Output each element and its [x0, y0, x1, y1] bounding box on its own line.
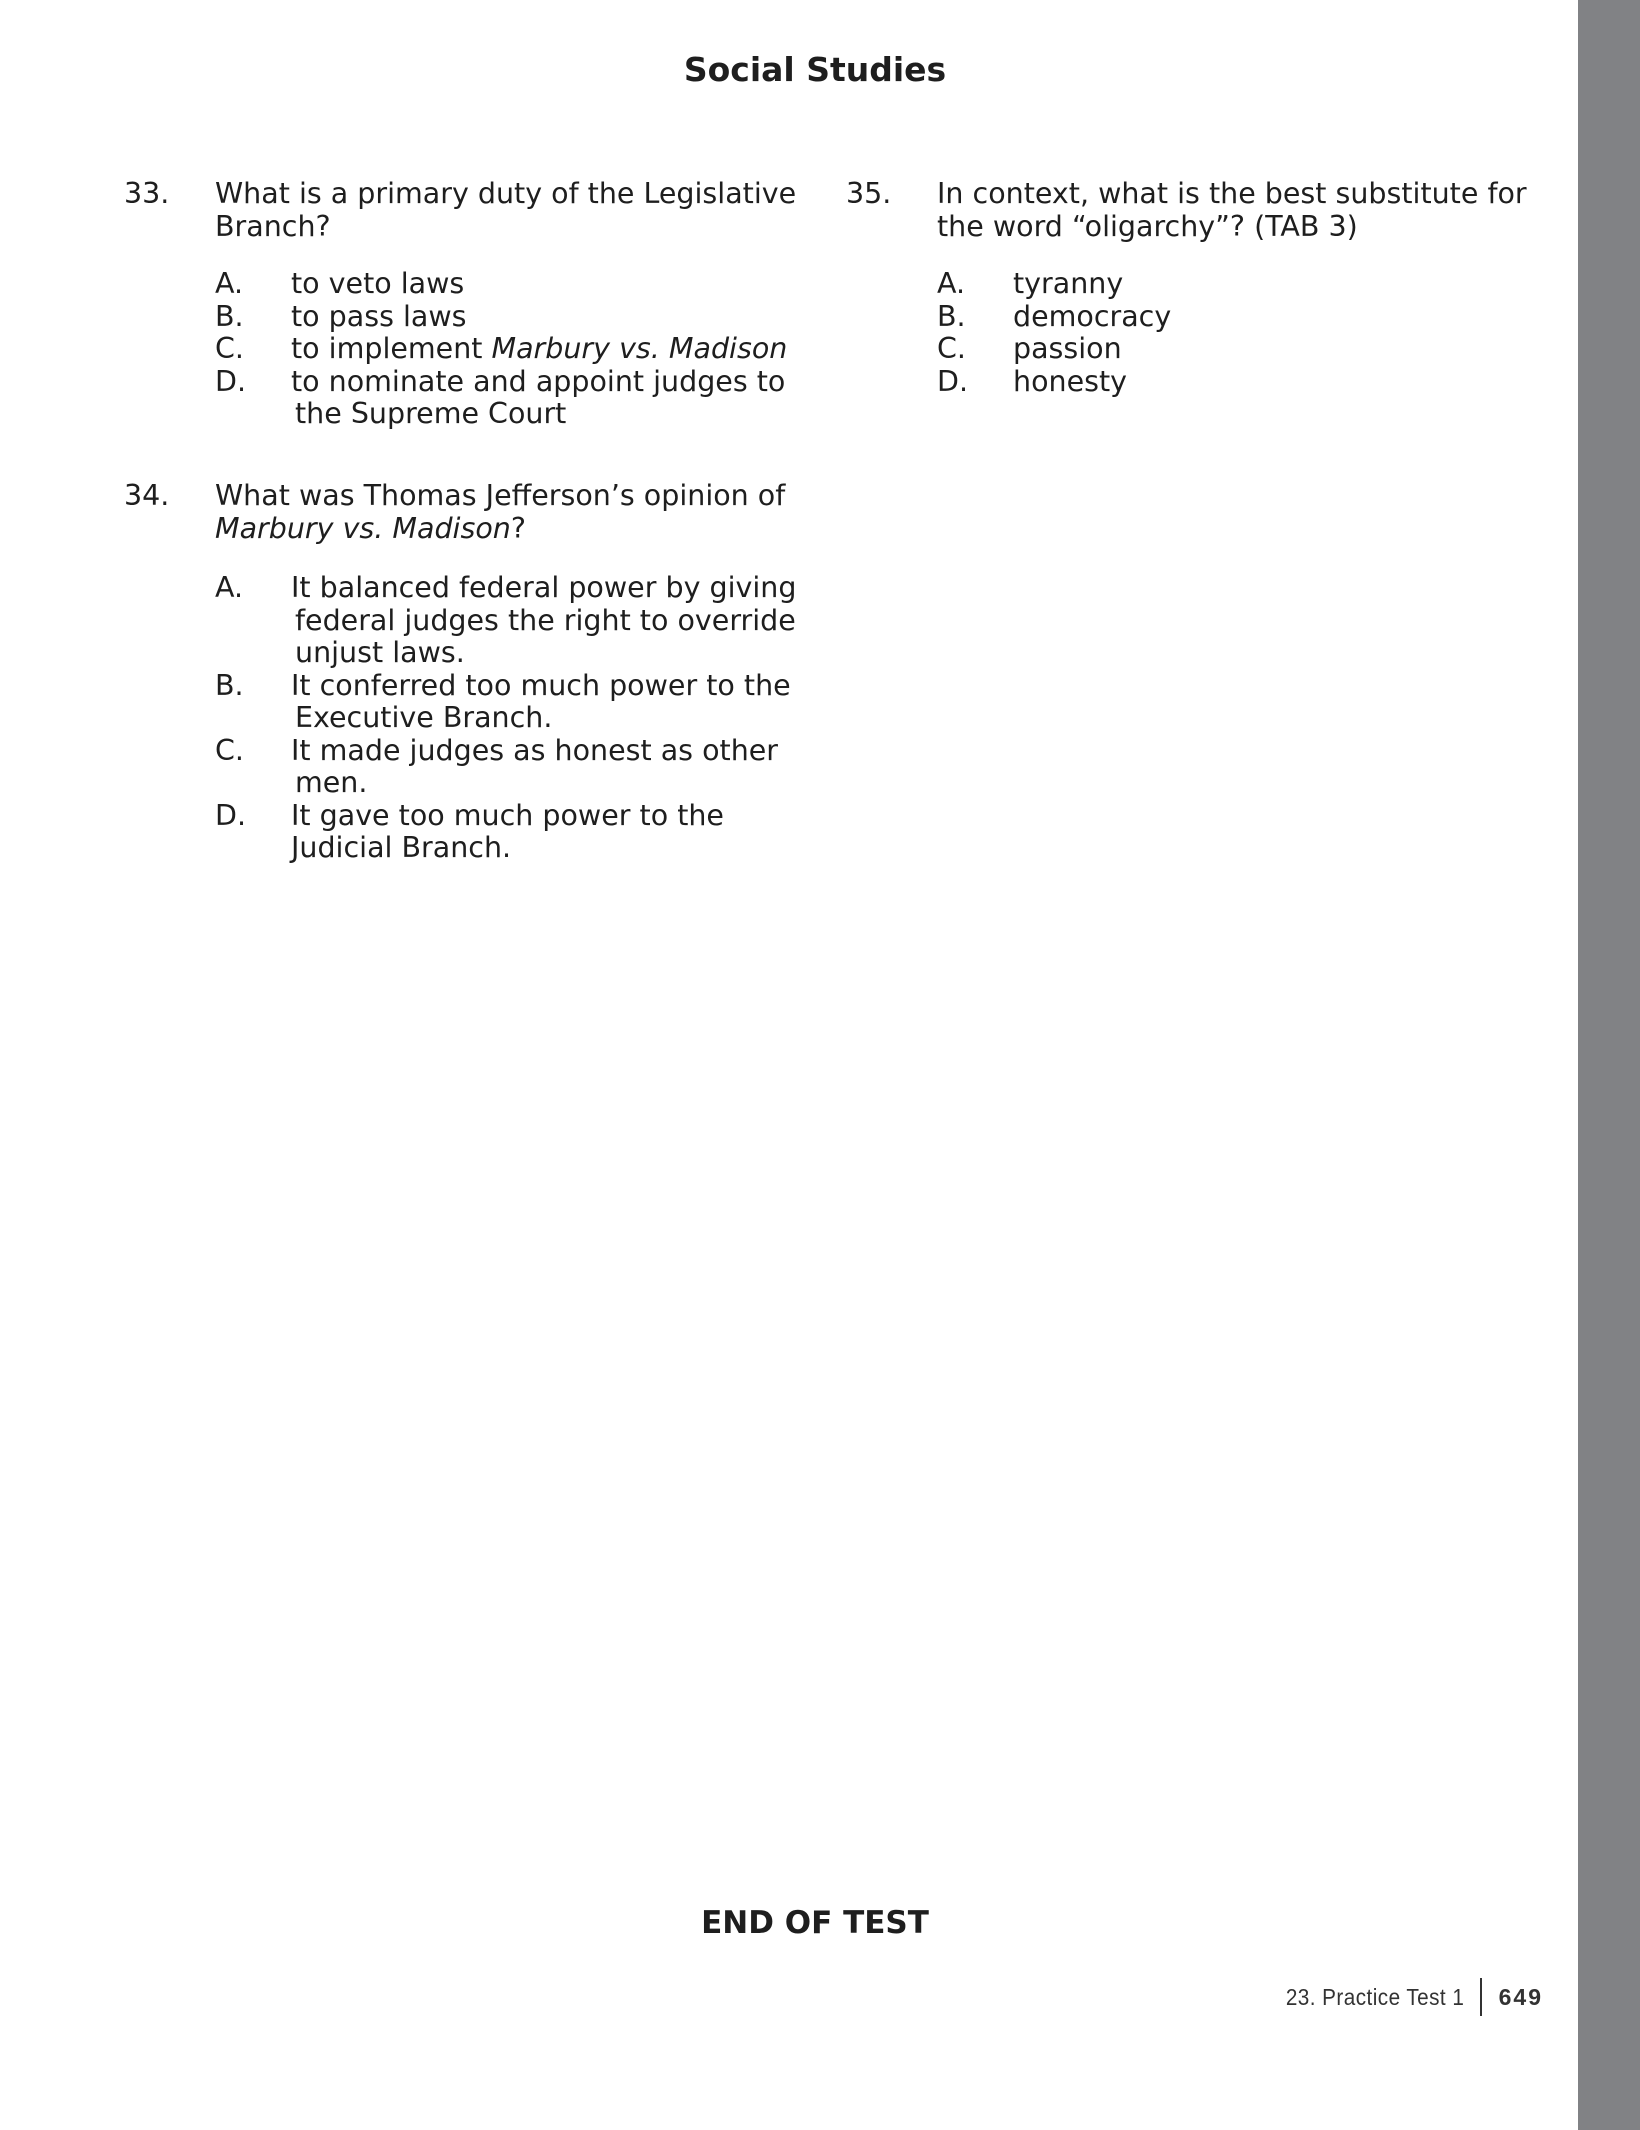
option-a [215, 268, 787, 301]
answer-options [215, 572, 796, 865]
option-text-line: men. [295, 766, 368, 799]
option-letter: C. [215, 332, 244, 365]
option-text: to veto laws [291, 267, 465, 300]
option-text [291, 800, 796, 865]
option-text [291, 366, 787, 431]
option-b [937, 301, 1171, 334]
footer-divider [1480, 1978, 1482, 2016]
option-text-line: Judicial Branch. [291, 831, 512, 864]
page-edge-tab [1578, 0, 1640, 2130]
option-text-line: It conferred too much power to the [291, 668, 791, 702]
question-text-line: What is a primary duty of the Legislative [215, 177, 797, 210]
question-text [215, 480, 785, 545]
option-letter: D. [215, 364, 247, 398]
option-text-line: unjust laws. [295, 636, 465, 669]
option-text: to pass laws [291, 299, 467, 333]
option-letter: C. [937, 332, 966, 365]
option-letter: B. [215, 299, 244, 333]
option-text-line: It gave too much power to the [291, 798, 724, 832]
option-text-line: to nominate and appoint judges to [291, 364, 786, 398]
option-text-part: to implement [291, 332, 492, 365]
option-text-line: federal judges the right to override [295, 603, 796, 637]
question-text-line: In context, what is the best substitute for [937, 177, 1527, 210]
question-number: 33. [124, 177, 170, 210]
option-text-line: It balanced federal power by giving [291, 571, 797, 604]
option-text [291, 735, 796, 800]
question-text [215, 178, 796, 243]
page-number: 649 [1498, 1983, 1543, 2010]
option-text-line: Executive Branch. [295, 701, 553, 734]
option-text: honesty [1013, 364, 1127, 398]
option-letter: B. [215, 668, 244, 702]
option-c [215, 735, 796, 800]
question-number: 35. [846, 177, 892, 210]
option-letter: D. [215, 798, 247, 832]
option-letter: C. [215, 733, 244, 767]
page-title: Social Studies [683, 50, 947, 89]
option-a [215, 572, 796, 670]
option-text [291, 332, 787, 365]
option-c [215, 333, 787, 366]
option-letter: B. [937, 299, 966, 333]
option-b [215, 670, 796, 735]
option-text [291, 670, 796, 735]
question-mark: ? [510, 511, 526, 545]
case-name: Marbury vs. Madison [491, 332, 788, 365]
answer-options [215, 268, 787, 431]
answer-options [937, 268, 1171, 398]
option-text [291, 572, 796, 670]
question-number: 34. [124, 479, 170, 512]
option-b [215, 301, 787, 334]
option-letter: A. [215, 571, 244, 604]
option-d [215, 366, 787, 431]
option-letter: D. [937, 364, 969, 398]
option-letter: A. [937, 267, 966, 300]
option-text-line: the Supreme Court [295, 397, 567, 430]
option-letter: A. [215, 267, 244, 300]
page-footer [1266, 1978, 1543, 2016]
option-c [937, 333, 1171, 366]
option-text: tyranny [1013, 267, 1124, 300]
question-text-line: the word “oligarchy”? (TAB 3) [937, 209, 1358, 243]
question-text-line: What was Thomas Jefferson’s opinion of [215, 479, 786, 512]
question-text-line: Branch? [215, 209, 331, 243]
option-text-line: It made judges as honest as other [291, 733, 779, 767]
option-text: democracy [1013, 299, 1172, 333]
option-d [215, 800, 796, 865]
case-name: Marbury vs. Madison [215, 511, 511, 545]
end-of-test-heading: END OF TEST [701, 1905, 929, 1941]
option-text: passion [1013, 332, 1122, 365]
option-a [937, 268, 1171, 301]
question-text-line [215, 513, 785, 546]
chapter-label: 23. Practice Test 1 [1286, 1983, 1465, 2010]
option-d [937, 366, 1171, 399]
question-text [937, 178, 1527, 243]
